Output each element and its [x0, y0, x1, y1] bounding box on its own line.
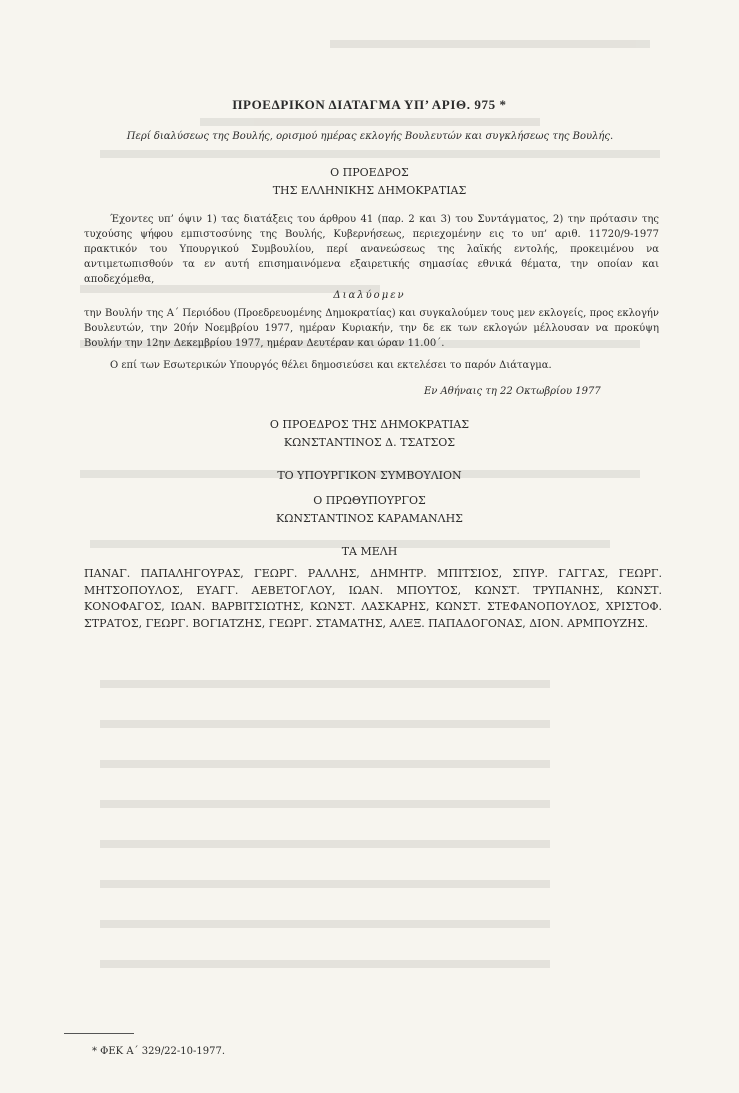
president-heading-line1: Ο ΠΡΟΕΔΡΟΣ: [330, 166, 409, 179]
members-list: ΠΑΝΑΓ. ΠΑΠΑΛΗΓΟΥΡΑΣ, ΓΕΩΡΓ. ΡΑΛΛΗΣ, ΔΗΜΗΤΡ. ΜΠΙΤΣΙΟΣ, ΣΠΥΡ. ΓΑΓΓΑΣ, ΓΕΩΡΓ. ΜΗΤΣΟΠΟΥΛΟΣ, ΕΥΑΓΓ. ΑΕΒΕΤΟΓΛΟΥ, ΙΩΑΝ. ΜΠΟΥΤΟΣ, ΚΩΝΣΤ. ΤΡΥΠΑΝΗΣ, ΚΩΝΣΤ. ΚΟΝΟΦΑΓΟΣ, ΙΩΑΝ. ΒΑΡΒΙΤΣΙΩΤΗΣ, ΚΩΝΣΤ. ΛΑΣΚΑΡΗΣ, ΚΩΝΣΤ. ΣΤΕΦΑΝΟΠΟΥΛΟΣ, ΧΡΙΣΤΟΦ. ΣΤΡΑΤΟΣ, ΓΕΩΡΓ. ΒΟΓΙΑΤΖΗΣ, ΓΕΩΡΓ. ΣΤΑΜΑΤΗΣ, ΑΛΕΞ. ΠΑΠΑΔΟΓΟΝΑΣ, ΔΙΟΝ. ΑΡΜΠΟΥΖΗΣ.: [84, 567, 662, 630]
signature-name: ΚΩΝΣΤΑΝΤΙΝΟΣ Δ. ΤΣΑΤΣΟΣ: [283, 436, 456, 449]
dissolution-paragraph: την Βουλήν της Α΄ Περιόδου (Προεδρευομένης Δημοκρατίας) και συγκαλούμεν τους μεν εκλογείς, προς εκλογήν Βουλευτών, την 20ήν Νοεμβρίου 1977, ημέραν Κυριακήν, την δε εκ των εκλογών μέλλουσαν να προκύψη Βουλήν την 12ην Δεκεμβρίου 1977, ημέραν Δευτέραν και ώραν 11.00΄.: [84, 308, 659, 349]
decree-subtitle: Περί διαλύσεως της Βουλής, ορισμού ημέρας εκλογής Βουλευτών και συγκλήσεως της Βουλής.: [126, 131, 614, 142]
members-heading: ΤΑ ΜΕΛΗ: [341, 545, 398, 558]
prime-minister-title: Ο ΠΡΩΘΥΠΟΥΡΓΟΣ: [313, 494, 426, 507]
council-heading: ΤΟ ΥΠΟΥΡΓΙΚΟΝ ΣΥΜΒΟΥΛΙΟΝ: [277, 469, 462, 482]
president-heading-line2: ΤΗΣ ΕΛΛΗΝΙΚΗΣ ΔΗΜΟΚΡΑΤΙΑΣ: [272, 184, 467, 197]
prime-minister-name: ΚΩΝΣΤΑΝΤΙΝΟΣ ΚΑΡΑΜΑΝΛΗΣ: [276, 512, 463, 525]
footnote: * ΦΕΚ Α΄ 329/22-10-1977.: [92, 1046, 226, 1057]
dissolve-word: Διαλύομεν: [333, 290, 406, 301]
signature-title: Ο ΠΡΟΕΔΡΟΣ ΤΗΣ ΔΗΜΟΚΡΑΤΙΑΣ: [269, 418, 470, 431]
preamble-paragraph: Έχοντες υπ’ όψιν 1) τας διατάξεις του άρθρου 41 (παρ. 2 και 3) του Συντάγματος, 2) την πρότασιν της τυχούσης ψήφου εμπιστοσύνης της Βουλής, Κυβερνήσεως, περιεχομένην εις το υπ’ αριθ. 11720/9-1977 πρακτικόν του Υπουργικού Συμβουλίου, περί ανανεώσεως της λαϊκής εντολής, προκειμένου να αντιμετωπισθούν τα εν αυτή επισημαινόμενα εξαιρετικής σημασίας εθνικά θέματα, την οποίαν και αποδεχόμεθα,: [84, 214, 659, 285]
decree-title: ΠΡΟΕΔΡΙΚΟΝ ΔΙΑΤΑΓΜΑ ΥΠ’ ΑΡΙΘ. 975 *: [232, 97, 507, 112]
footnote-rule: [64, 1033, 134, 1034]
dateline: Εν Αθήναις τη 22 Οκτωβρίου 1977: [424, 386, 601, 397]
execution-paragraph: Ο επί των Εσωτερικών Υπουργός θέλει δημοσιεύσει και εκτελέσει το παρόν Διάταγμα.: [110, 360, 552, 371]
